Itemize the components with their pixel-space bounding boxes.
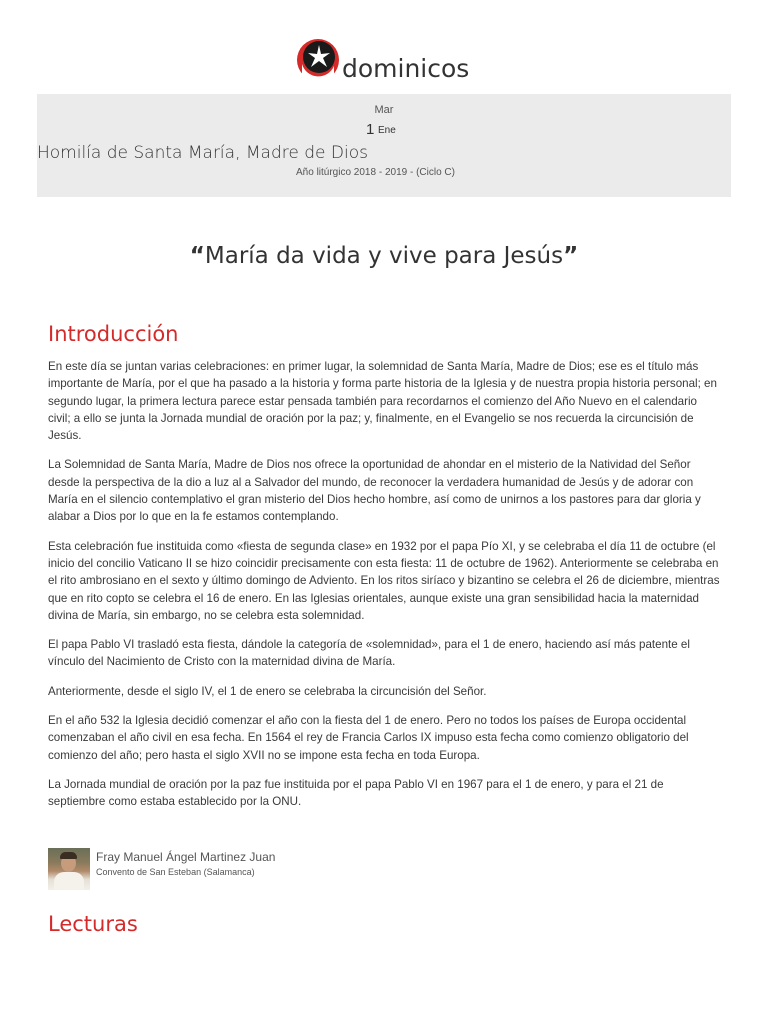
- homily-title: Homilía de Santa María, Madre de Dios: [37, 143, 368, 163]
- author-avatar[interactable]: [48, 848, 90, 890]
- open-quote: “: [189, 243, 205, 269]
- introduction-paragraph: La Solemnidad de Santa María, Madre de Dios nos ofrece la oportunidad de ahondar en el misterio de la Natividad del Señor desde la perspectiva de la dio a luz al a Salvador del mundo, de reconocer la verdadera humanidad de Jesús y de adorar con María en el silencio contemplativo el gran misterio del Dios hecho hombre, así como de unirnos a los pastores para dar gloria y alabar a Dios por lo que en la fe estamos contemplando.: [48, 458, 701, 524]
- dominicos-star-logo-icon: [296, 38, 340, 82]
- page-title-text: María da vida y vive para Jesús: [204, 243, 564, 269]
- introduction-paragraph: Anteriormente, desde el siglo IV, el 1 de enero se celebraba la circuncisión del Señor.: [48, 684, 487, 698]
- site-logo[interactable]: [296, 38, 469, 82]
- homily-header-box: [37, 94, 731, 197]
- weekday-label: Mar: [374, 104, 394, 116]
- author-name[interactable]: Fray Manuel Ángel Martinez Juan: [96, 850, 276, 864]
- introduction-paragraph: El papa Pablo VI trasladó esta fiesta, dándole la categoría de «solemnidad», para el 1 de enero, haciendo así más patente el vínculo del Nacimiento de Cristo con la maternidad divina de María.: [48, 638, 690, 669]
- brand-name: dominicos: [342, 54, 470, 83]
- readings-heading: Lecturas: [48, 912, 138, 936]
- author-card: [48, 848, 275, 890]
- close-quote: ”: [563, 243, 579, 269]
- day-number: 1: [366, 121, 375, 138]
- introduction-paragraph: Esta celebración fue instituida como «fiesta de segunda clase» en 1932 por el papa Pío XI, y se celebraba el día 11 de octubre (el inicio del concilio Vaticano II se hizo coincidir precisamente con esta fiesta: 11 de octubre de 1962). Anteriormente se celebraba en el rito ambrosiano en el sexto y último domingo de Adviento. En los ritos siríaco y bizantino se celebra el 26 de diciembre, mientras que en rito copto se celebra el 16 de enero. En las Iglesias orientales, aunque existe una gran sensibilidad hacia la maternidad divina de María, sin embargo, no se celebra esta solemnidad.: [48, 539, 720, 622]
- liturgical-year: Año litúrgico 2018 - 2019 - (Ciclo C): [296, 167, 455, 178]
- introduction-paragraph: La Jornada mundial de oración por la paz fue instituida por el papa Pablo VI en 1967 para el 1 de enero, y para el 21 de septiembre como estaba establecido por la ONU.: [48, 777, 664, 809]
- introduction-heading: Introducción: [48, 322, 179, 346]
- introduction-body: [48, 358, 722, 823]
- introduction-paragraph: En este día se juntan varias celebraciones: en primer lugar, la solemnidad de Santa María, Madre de Dios; ese es el título más importante de María, por el que ha pasado a la historia y forma parte historia de la Iglesia y de nuestra propia historia personal; en segundo lugar, la primera lectura parece estar pensada también para recordarnos el comienzo del Año Nuevo en el calendario civil; a ello se junta la Jornada mundial de oración por la paz; y, finalmente, en el Evangelio se nos recuerda la circuncisión de Jesús.: [48, 360, 717, 443]
- page-title: [0, 243, 768, 269]
- introduction-paragraph: En el año 532 la Iglesia decidió comenzar el año con la fiesta del 1 de enero. Pero no todos los países de Europa occidental comenzaban el año civil en esa fecha. En 1564 el rey de Francia Carlos IX impuso esta fecha como comienzo obligatorio del comienzo del año; pero hasta el siglo XVII no se impone esta fecha en toda Europa.: [48, 714, 689, 762]
- author-place: Convento de San Esteban (Salamanca): [96, 867, 255, 877]
- site-header: [0, 0, 768, 94]
- month-label: Ene: [378, 125, 396, 136]
